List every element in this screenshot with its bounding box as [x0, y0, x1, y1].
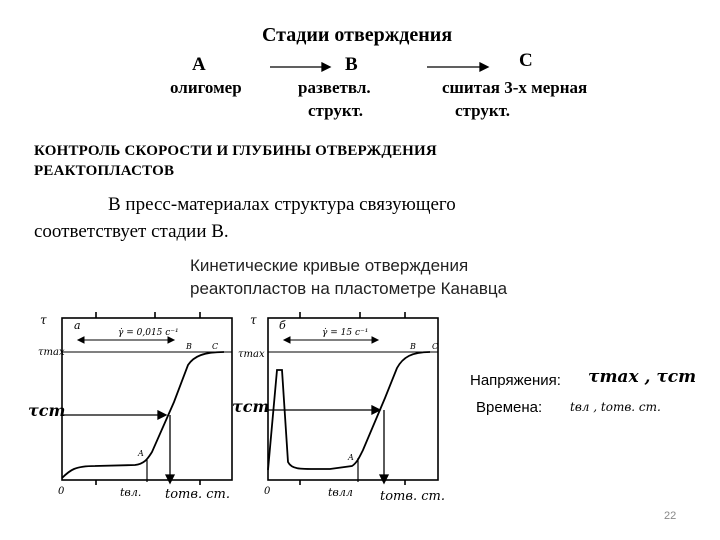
- right-totv-label: tотв. ст.: [380, 489, 445, 504]
- stage-c-label: сшитая 3-х мерная: [442, 78, 588, 97]
- right-y-label: τ: [250, 313, 257, 327]
- left-tmax-label: τmax: [38, 347, 65, 358]
- legend-time-label: Времена:: [476, 399, 543, 416]
- legend-stress-label: Напряжения:: [470, 372, 561, 389]
- control-heading-2: РЕАКТОПЛАСТОВ: [34, 163, 175, 179]
- right-point-c: C: [432, 342, 439, 351]
- left-totv-label: tотв. ст.: [165, 487, 230, 502]
- stage-a-label: олигомер: [170, 78, 242, 97]
- right-tvl-label: tвлл: [328, 486, 353, 499]
- right-point-b: B: [410, 342, 416, 351]
- page-title: Стадии отверждения: [262, 24, 453, 46]
- paragraph-line-1: В пресс-материалах структура связующего: [108, 194, 456, 215]
- left-totv-arrow: [166, 415, 174, 483]
- right-tmax-label: τmax: [238, 349, 265, 360]
- legend-stress-values: τmax , τcm: [588, 367, 697, 387]
- stage-b-label: разветвл.: [298, 78, 371, 97]
- left-gamma-label: γ̇ = 0,015 с⁻¹: [118, 328, 179, 338]
- stage-b-letter: B: [345, 54, 358, 75]
- left-point-a: A: [138, 449, 144, 458]
- left-tcm-arrow: [62, 411, 166, 419]
- kinetic-caption-2: реактопластов на пластометре Канавца: [190, 279, 508, 298]
- legend-time-values: tвл , tотв. ст.: [570, 400, 661, 414]
- right-tcm-label: τcm: [232, 397, 270, 416]
- stage-c-letter: C: [519, 50, 533, 71]
- left-point-c: C: [212, 342, 219, 351]
- left-tvl-label: tвл.: [120, 486, 142, 499]
- right-gamma-label: γ̇ = 15 с⁻¹: [322, 328, 369, 338]
- right-panel-label: б: [279, 319, 286, 332]
- right-point-a: A: [348, 453, 354, 462]
- page-number: 22: [664, 510, 677, 522]
- control-heading-1: КОНТРОЛЬ СКОРОСТИ И ГЛУБИНЫ ОТВЕРЖДЕНИЯ: [34, 143, 437, 159]
- stage-c-label-2: структ.: [455, 101, 510, 120]
- stage-b-label-2: структ.: [308, 101, 363, 120]
- paragraph-line-2: соответствует стадии В.: [34, 221, 229, 242]
- left-origin: 0: [58, 486, 65, 497]
- left-point-b: B: [186, 342, 192, 351]
- right-totv-arrow: [380, 410, 388, 483]
- left-y-label: τ: [40, 313, 47, 327]
- kinetic-caption-1: Кинетические кривые отверждения: [190, 256, 469, 275]
- left-tcm-label: τcm: [28, 401, 66, 420]
- right-origin: 0: [264, 486, 271, 497]
- left-panel-label: а: [74, 319, 81, 332]
- stage-a-letter: A: [192, 54, 206, 75]
